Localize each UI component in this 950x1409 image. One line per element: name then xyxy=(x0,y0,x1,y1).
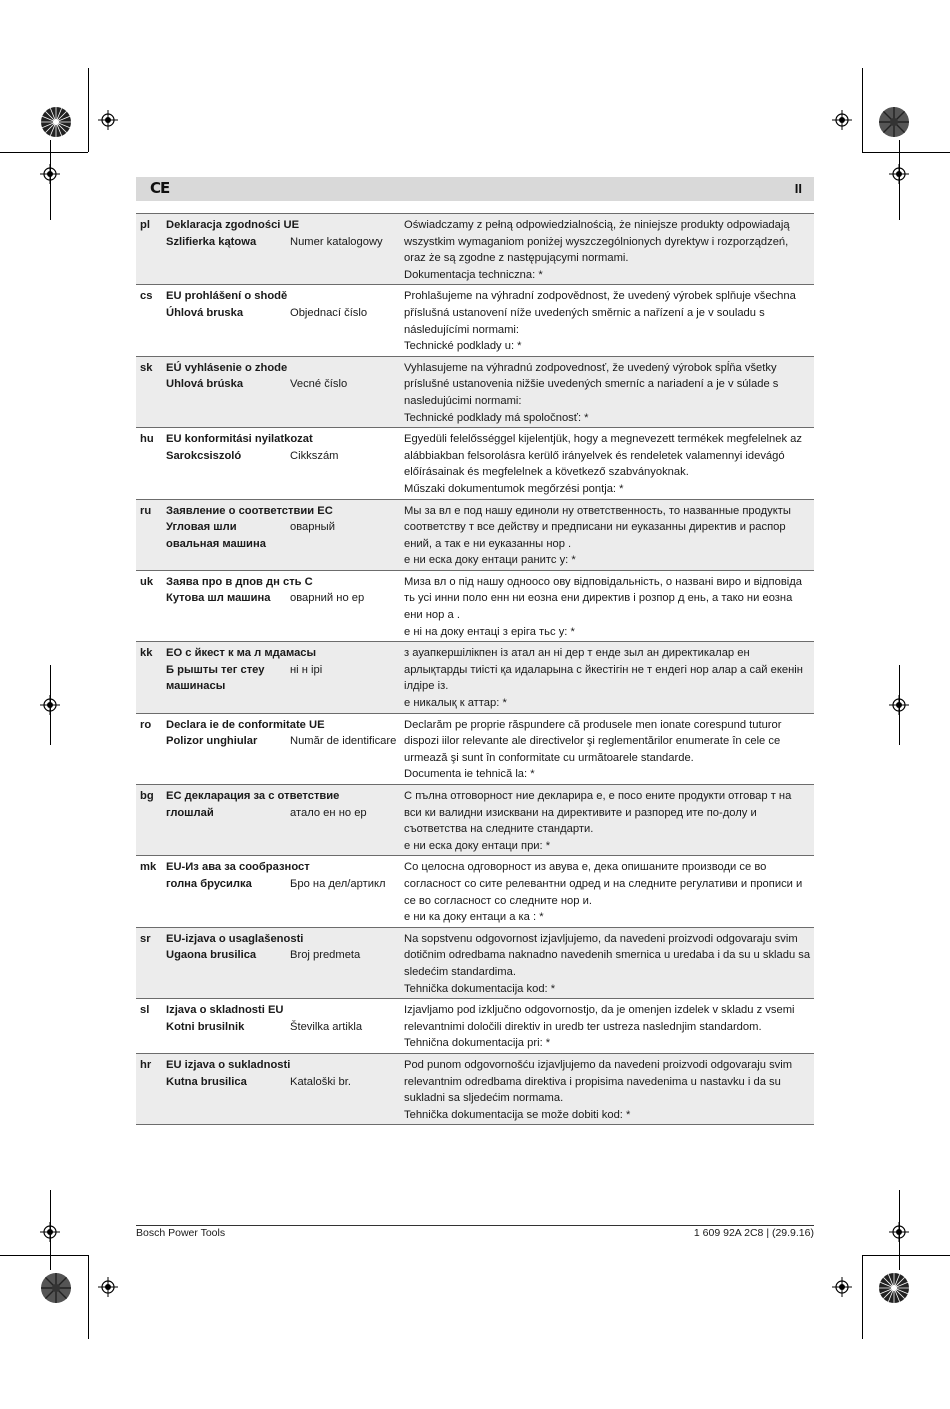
declaration-title: Заява про в дпов дн сть С xyxy=(166,575,313,588)
declaration-row xyxy=(136,428,814,499)
language-code: uk xyxy=(140,575,154,588)
sunburst-register-icon xyxy=(40,1272,72,1304)
catalog-label: оварный xyxy=(290,521,335,534)
tool-line xyxy=(166,1074,402,1091)
footer-brand: Bosch Power Tools xyxy=(136,1227,226,1239)
crop-mark xyxy=(862,152,950,153)
registration-target-icon xyxy=(832,1277,852,1297)
tool-line xyxy=(166,234,402,251)
declaration-heading xyxy=(166,785,402,856)
crop-mark xyxy=(88,1255,89,1339)
catalog-label: оварний но ер xyxy=(290,592,365,605)
tool-line xyxy=(166,876,402,893)
language-code: sl xyxy=(140,1004,150,1017)
declaration-body xyxy=(402,499,814,570)
footer-rule xyxy=(136,1225,814,1226)
crop-mark xyxy=(862,68,863,152)
declaration-text: Со целосна одговорност из авува е, дека опишаните производи се во согласност со сите релевантни одред и на следните регулативи и прописи и се во согласност со следните нор и. xyxy=(404,861,803,907)
declaration-body xyxy=(402,856,814,927)
tool-name: Ugaona brusilica xyxy=(166,949,257,962)
declaration-heading xyxy=(166,927,402,998)
tool-name: Kutna brusilica xyxy=(166,1075,247,1088)
catalog-label: Numer katalogowy xyxy=(290,235,383,248)
technical-docs: е ни ка доку ентаци а ка : * xyxy=(404,911,544,924)
declaration-text: Vyhlasujeme na výhradnú zodpovednosť, že uvedený výrobok spĺňa všetky príslušné ustanovenia nižšie uvedených smerníc a nariadení a je v súlade s nasledujúcimi normami: xyxy=(404,361,779,407)
tool-line xyxy=(166,376,402,393)
technical-docs: е ні на доку ентаці з ерiга тьс у: * xyxy=(404,625,575,638)
registration-target-icon xyxy=(98,1277,118,1297)
declaration-text: Egyedüli felelősséggel kijelentjük, hogy a megnevezett termékek megfelelnek az alábbiakban felsorolásra kerülő irányelvek és rendeletek valamennyi idevágó előírásainak és megfelelnek a következő szabványoknak. xyxy=(404,433,803,479)
registration-target-icon xyxy=(40,695,60,715)
sunburst-register-icon xyxy=(40,106,72,138)
declaration-text: Oświadczamy z pełną odpowiedzialnością, że niniejsze produkty odpowiadają wszystkim wymaganiom poniżej wyszczególnionych dyrektyw i rozporządzeń, oraz że są zgodne z następującymi normami. xyxy=(404,219,790,265)
declaration-heading xyxy=(166,713,402,784)
declaration-text: Declarăm pe proprie răspundere că produsele men ionate corespund tuturor dispozi iilor relevante ale directivelor şi reglementărilor enumerate în cele ce urmează şi sunt în conformitate cu următoarele standarde. xyxy=(404,718,782,764)
declaration-text: з ауапкершілікпен із атал ан ні дер т енде зыл ан директикалар ен арлықтарды тиісті қа идаларына с йкестігін не т ендегі нор алар а сай екенін ілдіре із. xyxy=(404,647,803,693)
declaration-row xyxy=(136,785,814,856)
declaration-text: С пълна отговорност ние декларира е, е посо ените продукти отговар т на вси ки валидни изисквани на директивите и разпоред ите по-долу и съответства на следните стандарти. xyxy=(404,790,792,836)
declaration-text: Мы за вл е под нашу единоли ну ответственность, то названные продукты соответству т все действу и предписани ни еуказанны директив и распор ений, а так е ни еуказанны нор . xyxy=(404,504,791,550)
declaration-row xyxy=(136,285,814,356)
catalog-label: атало ен но ер xyxy=(290,806,367,819)
declaration-text: Pod punom odgovornošću izjavljujemo da navedeni proizvodi odgovaraju svim relevantnim odredbama direktiva i propisima navedenima u nastavku i da su sukladni sa sljedećim normama. xyxy=(404,1058,793,1105)
technical-docs: Műszaki dokumentumok megőrzési pontja: * xyxy=(404,482,624,495)
declaration-title: EU-Из ава за сообразност xyxy=(166,861,310,874)
declaration-body xyxy=(402,285,814,356)
tool-name: Polizor unghiular xyxy=(166,735,258,748)
declaration-heading xyxy=(166,642,402,713)
declaration-table xyxy=(136,213,814,1125)
language-code: hr xyxy=(140,1058,152,1071)
ce-mark-icon: CE xyxy=(150,179,170,197)
technical-docs: Documenta ie tehnică la: * xyxy=(404,768,535,781)
tool-name: Кутова шл машина xyxy=(166,592,271,605)
tool-line xyxy=(166,448,402,465)
registration-target-icon xyxy=(889,164,909,184)
declaration-text: Миза вл о під нашу одноосо ову відповідальність, о названі виро и відповіда ть усі инни поло енн ни еозна ени директив і розпор д ень, а тако ни еозна ени нор а . xyxy=(404,575,802,622)
declaration-row xyxy=(136,356,814,427)
technical-docs: Tehnična dokumentacija pri: * xyxy=(404,1037,551,1050)
registration-target-icon xyxy=(98,110,118,130)
declaration-title: EU izjava o sukladnosti xyxy=(166,1058,291,1071)
declaration-heading xyxy=(166,285,402,356)
sunburst-register-icon xyxy=(878,1272,910,1304)
declaration-title: Declara ie de conformitate UE xyxy=(166,718,325,731)
language-code: pl xyxy=(140,219,150,231)
tool-line xyxy=(166,1019,402,1036)
catalog-label: Kataloški br. xyxy=(290,1075,351,1088)
catalog-label: Бро на дел/артикл xyxy=(290,877,386,890)
declaration-text: Na sopstvenu odgovornost izjavljujemo, da navedeni proizvodi odgovaraju svim dotičnim odredbama naknadno navedenih smernica u uredaba i da su u skladu sa sledećim standardima. xyxy=(404,932,811,978)
declaration-row xyxy=(136,856,814,927)
declaration-text: Izjavljamo pod izključno odgovornostjo, da je omenjen izdelek v skladu z vsemi relevantnimi določili direktiv in uredb ter ustreza naslednjim standardom. xyxy=(404,1004,795,1033)
tool-name: Úhlová bruska xyxy=(166,306,244,319)
catalog-label: Številka artikla xyxy=(290,1020,363,1033)
declaration-row xyxy=(136,499,814,570)
crop-mark xyxy=(862,1255,950,1256)
tool-name: Kotni brusilnik xyxy=(166,1020,245,1033)
tool-line xyxy=(166,519,402,552)
declaration-body xyxy=(402,642,814,713)
declaration-body xyxy=(402,927,814,998)
catalog-label: Objednací číslo xyxy=(290,306,368,319)
registration-target-icon xyxy=(40,1222,60,1242)
tool-line xyxy=(166,805,402,822)
tool-line xyxy=(166,590,402,607)
declaration-row xyxy=(136,570,814,641)
tool-name: Sarokcsiszoló xyxy=(166,449,242,462)
declaration-row xyxy=(136,642,814,713)
language-code: kk xyxy=(140,647,153,660)
tool-name: глошлай xyxy=(166,806,214,819)
footer-document-number: 1 609 92A 2C8 | (29.9.16) xyxy=(693,1227,814,1239)
declaration-row xyxy=(136,927,814,998)
crop-mark xyxy=(862,1255,863,1339)
technical-docs: Technické podklady u: * xyxy=(404,340,522,353)
declaration-heading xyxy=(166,999,402,1054)
tool-line xyxy=(166,947,402,964)
registration-target-icon xyxy=(832,110,852,130)
crop-mark xyxy=(0,1255,88,1256)
crop-mark xyxy=(88,68,89,152)
language-code: hu xyxy=(140,433,154,446)
registration-target-icon xyxy=(889,695,909,715)
tool-name: Угловая шли овальная машина xyxy=(166,521,266,550)
declaration-title: Заявление о соответствии ЕС xyxy=(166,504,333,517)
language-code: mk xyxy=(140,861,157,874)
declaration-heading xyxy=(166,214,402,285)
declaration-body xyxy=(402,999,814,1054)
technical-docs: е ни еска доку ентаци ранитс у: * xyxy=(404,554,576,567)
technical-docs: е никалық к аттар: * xyxy=(404,697,507,710)
language-code: ro xyxy=(140,718,152,731)
declaration-text: Prohlašujeme na výhradní zodpovědnost, že uvedený výrobek splňuje všechna příslušná ustanovení níže uvedených směrnic a nařízení a je v souladu s následujícími normami: xyxy=(404,290,796,336)
technical-docs: Tehnička dokumentacija se može dobiti kod: * xyxy=(404,1108,631,1121)
technical-docs: Tehnička dokumentacija kod: * xyxy=(404,982,556,995)
declaration-row xyxy=(136,1053,814,1124)
catalog-label: Număr de identificare xyxy=(290,735,397,748)
declaration-row xyxy=(136,713,814,784)
declaration-title: EU konformitási nyilatkozat xyxy=(166,433,313,446)
declaration-title: ЕС декларация за с ответствие xyxy=(166,790,340,802)
language-code: bg xyxy=(140,790,154,802)
declaration-body xyxy=(402,713,814,784)
declaration-body xyxy=(402,1053,814,1124)
declaration-title: ЕО с йкест к ма л мдамасы xyxy=(166,647,317,660)
registration-target-icon xyxy=(40,164,60,184)
declaration-heading xyxy=(166,1053,402,1124)
language-code: sr xyxy=(140,932,151,945)
technical-docs: е ни еска доку ентаци при: * xyxy=(404,839,551,852)
declaration-body xyxy=(402,570,814,641)
catalog-label: Cikkszám xyxy=(290,449,339,462)
declaration-heading xyxy=(166,356,402,427)
page-number: II xyxy=(794,181,802,196)
declaration-body xyxy=(402,356,814,427)
tool-name: голна брусилка xyxy=(166,877,252,890)
tool-name: Szlifierka kątowa xyxy=(166,235,257,248)
language-code: cs xyxy=(140,290,153,303)
catalog-label: ні н ірі xyxy=(290,663,323,676)
declaration-heading xyxy=(166,499,402,570)
sunburst-register-icon xyxy=(878,106,910,138)
declaration-body xyxy=(402,214,814,285)
tool-line xyxy=(166,305,402,322)
declaration-title: EU-izjava o usaglašenosti xyxy=(166,932,304,945)
technical-docs: Dokumentacja techniczna: * xyxy=(404,268,543,281)
header-bar xyxy=(136,177,814,201)
crop-mark xyxy=(0,152,88,153)
declaration-body xyxy=(402,428,814,499)
tool-line xyxy=(166,662,402,695)
declaration-heading xyxy=(166,570,402,641)
language-code: ru xyxy=(140,504,152,517)
declaration-heading xyxy=(166,428,402,499)
declaration-heading xyxy=(166,856,402,927)
declaration-title: EÚ vyhlásenie o zhode xyxy=(166,361,288,374)
catalog-label: Vecné číslo xyxy=(290,378,348,391)
declaration-title: Izjava o skladnosti EU xyxy=(166,1004,284,1017)
tool-name: Б рышты тег стеу машинасы xyxy=(166,663,265,693)
declaration-body xyxy=(402,785,814,856)
registration-target-icon xyxy=(889,1222,909,1242)
catalog-label: Broj predmeta xyxy=(290,949,361,962)
declaration-title: EU prohlášení o shodě xyxy=(166,290,288,303)
tool-line xyxy=(166,733,402,750)
technical-docs: Technické podklady má spoločnosť: * xyxy=(404,411,589,424)
tool-name: Uhlová brúska xyxy=(166,378,244,391)
language-code: sk xyxy=(140,361,153,374)
declaration-row xyxy=(136,999,814,1054)
declaration-row xyxy=(136,214,814,285)
declaration-title: Deklaracja zgodności UE xyxy=(166,219,300,231)
